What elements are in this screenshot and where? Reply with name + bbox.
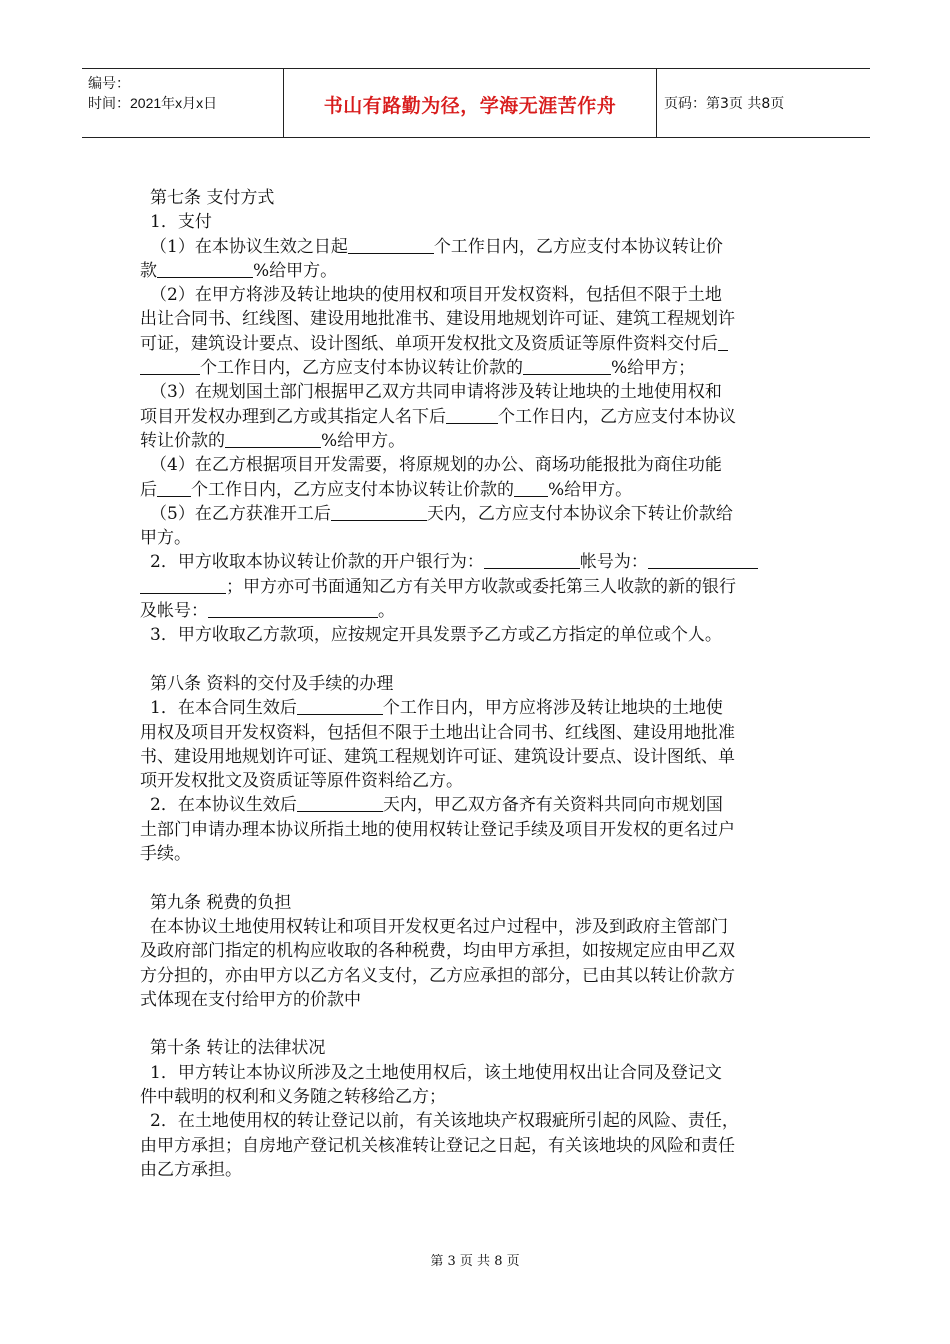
article-7-item-2-line4: 个工作日内，乙方应支付本协议转让价款的 %给甲方； — [140, 356, 820, 380]
blank-field — [348, 236, 434, 254]
article-7-item-3-line3: 转让价款的 %给甲方。 — [140, 430, 406, 451]
blank-field — [140, 576, 226, 594]
article-9-line1: 在本协议土地使用权转让和项目开发权更名过户过程中，涉及到政府主管部门 — [150, 916, 728, 937]
page-footer: 第 3 页 共 8 页 — [430, 1254, 520, 1269]
blank-field — [523, 357, 611, 375]
article-7-item-5-line2: 甲方。 — [140, 528, 191, 549]
article-7-section-2: 2．甲方收取本协议转让价款的开户银行为： 帐号为： — [140, 550, 820, 574]
article-7-section-2-line2: ；甲方亦可书面通知乙方有关甲方收款或委托第三人收款的新的银行 — [140, 575, 820, 599]
doc-number-label: 编号： — [88, 75, 130, 91]
header-divider — [656, 69, 657, 137]
article-7-section-1: 1．支付 — [150, 212, 212, 233]
article-7-item-2: （2）在甲方将涉及转让地块的使用权和项目开发权资料，包括但不限于土地 — [150, 285, 722, 306]
blank-field — [140, 357, 200, 375]
blank-field — [297, 697, 383, 715]
article-10-section-1: 1．甲方转让本协议所涉及之土地使用权后，该土地使用权出让合同及登记文 — [150, 1062, 722, 1083]
blank-field — [648, 551, 758, 569]
article-7-item-1-cont: 款 %给甲方。 — [140, 260, 338, 281]
article-8-section-1-line4: 项开发权批文及资质证等原件资料给乙方。 — [140, 771, 463, 792]
blank-field — [484, 551, 580, 569]
article-10-section-2: 2．在土地使用权的转让登记以前，有关该地块产权瑕疵所引起的风险、责任， — [150, 1111, 739, 1132]
article-7-item-1: （1）在本协议生效之日起 个工作日内，乙方应支付本协议转让价 — [150, 236, 723, 257]
article-7-item-4: （4）在乙方根据项目开发需要，将原规划的办公、商场功能报批为商住功能 — [150, 455, 722, 476]
article-10-section-2-line3: 由乙方承担。 — [140, 1159, 242, 1180]
blank-field — [718, 333, 728, 351]
article-10-section-1-line2: 件中载明的权利和义务随之转移给乙方； — [140, 1086, 446, 1107]
header-meta — [88, 73, 217, 113]
header-page-info: 页码：第3页 共8页 — [664, 96, 785, 112]
doc-date-label: 时间：2021年x月x日 — [88, 95, 218, 111]
document-header — [82, 68, 870, 138]
article-9-line4: 式体现在支付给甲方的价款中 — [140, 989, 361, 1010]
blank-field — [297, 794, 383, 812]
article-9-line3: 方分担的，亦由甲方以乙方名义支付，乙方应承担的部分，已由其以转让价款方 — [140, 965, 735, 986]
article-8-title: 第八条 资料的交付及手续的办理 — [150, 673, 394, 694]
article-7-item-3-line2: 项目开发权办理到乙方或其指定人名下后 个工作日内，乙方应支付本协议 — [140, 406, 736, 427]
article-7-item-4-line2: 后 个工作日内，乙方应支付本协议转让价款的 %给甲方。 — [140, 479, 633, 500]
article-9-title: 第九条 税费的负担 — [150, 892, 292, 913]
article-7-item-5: （5）在乙方获准开工后 天内，乙方应支付本协议余下转让价款给 — [150, 503, 733, 524]
article-8-section-1-line3: 书、建设用地规划许可证、建筑工程规划许可证、建筑设计要点、设计图纸、单 — [140, 746, 735, 767]
article-10-title: 第十条 转让的法律状况 — [150, 1038, 326, 1059]
blank-field — [331, 503, 427, 521]
article-7-item-2-line2: 出让合同书、红线图、建设用地批准书、建设用地规划许可证、建筑工程规划许 — [140, 309, 735, 330]
article-8-section-1: 1．在本合同生效后 个工作日内，甲方应将涉及转让地块的土地使 — [150, 698, 723, 719]
blank-field — [157, 260, 253, 278]
document-body — [140, 186, 820, 1182]
article-7-section-3: 3．甲方收取乙方款项，应按规定开具发票予乙方或乙方指定的单位或个人。 — [150, 625, 722, 646]
header-motto: 书山有路勤为径，学海无涯苦作舟 — [323, 95, 617, 117]
article-8-section-1-line2: 用权及项目开发权资料，包括但不限于土地出让合同书、红线图、建设用地批准 — [140, 722, 735, 743]
blank-field — [157, 479, 191, 497]
blank-field — [446, 406, 498, 424]
article-7-title: 第七条 支付方式 — [150, 188, 275, 208]
article-8-section-2-line2: 土部门申请办理本协议所指土地的使用权转让登记手续及项目开发权的更名过户 — [140, 819, 735, 840]
article-8-section-2-line3: 手续。 — [140, 844, 191, 865]
article-7-section-2-line3: 及帐号： 。 — [140, 601, 395, 622]
article-7-item-2-line3: 可证，建筑设计要点、设计图纸、单项开发权批文及资质证等原件资料交付后 — [140, 332, 820, 356]
article-7-item-3: （3）在规划国土部门根据甲乙双方共同申请将涉及转让地块的土地使用权和 — [150, 382, 722, 403]
blank-field — [208, 600, 378, 618]
blank-field — [514, 479, 548, 497]
article-10-section-2-line2: 由甲方承担；自房地产登记机关核准转让登记之日起，有关该地块的风险和责任 — [140, 1135, 735, 1156]
article-8-section-2: 2．在本协议生效后 天内，甲乙双方备齐有关资料共同向市规划国 — [150, 795, 723, 816]
article-9-line2: 及政府部门指定的机构应收取的各种税费，均由甲方承担，如按规定应由甲乙双 — [140, 941, 735, 962]
blank-field — [225, 430, 321, 448]
